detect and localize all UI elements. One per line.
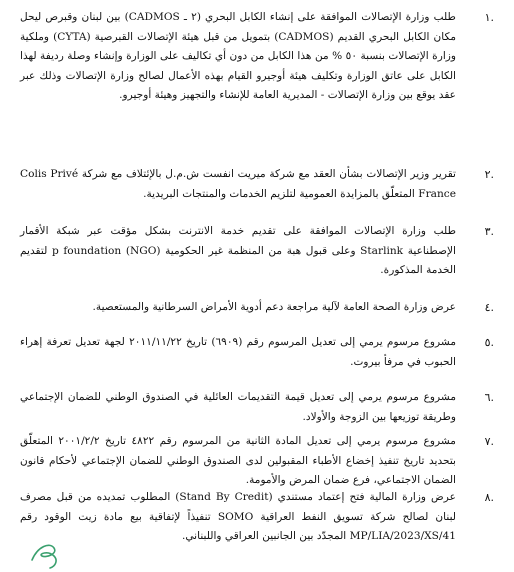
item-number: .٥ (484, 336, 494, 349)
signature-mark (28, 538, 68, 570)
agenda-item-5 (20, 333, 494, 372)
item-text: عرض وزارة الصحة العامة لآلية مراجعة دعم أدوية الأمراض السرطانية والمستعصية. (92, 301, 456, 313)
item-text: تقرير وزير الإتصالات بشأن العقد مع شركة ميريت انفست ش.م.ل بالإئتلاف مع شركة Colis Privé France المتعلّق بالمزايدة العمومية لتلزيم الخدمات والمنتجات البريدية. (20, 168, 456, 200)
item-number: .٨ (484, 491, 494, 504)
item-text: طلب وزارة الإتصالات الموافقة على تقديم خدمة الانترنت بشكل مؤقت عبر شبكة الأقمار الإصطناعية Starlink وعلى قبول هبة من المنظمة غير الحكومية (NGO) p foundation لتقديم الخدمة المذكورة. (20, 225, 456, 276)
item-number: .١ (484, 11, 494, 24)
item-number: .٣ (484, 225, 494, 238)
item-number: .٢ (484, 168, 494, 181)
agenda-item-4 (20, 298, 494, 318)
agenda-item-3 (20, 222, 494, 281)
item-text: مشروع مرسوم يرمي إلى تعديل قيمة التقديمات العائلية في الصندوق الوطني للضمان الإجتماعي وطريقة توزيعها بين الزوجة والأولاد. (20, 391, 456, 423)
item-text: مشروع مرسوم يرمي إلى تعديل المرسوم رقم (٦٩٠٩) تاريخ ٢٠١١/١١/٢٢ لجهة تعديل تعرفة إهراء الحبوب في مرفأ بيروت. (20, 336, 457, 368)
item-text: مشروع مرسوم يرمي إلى تعديل المادة الثانية من المرسوم رقم ٤٨٢٢ تاريخ ٢٠٠١/٢/٢ المتعلّق بتحديد تاريخ تنفيذ إخضاع الأطباء المقبولين لدى الصندوق الوطني للضمان الإجتماعي لأحكام قانون الضمان الاجتماعي، فرع ضمان المرض والأمومة. (20, 435, 456, 486)
agenda-item-2 (20, 165, 494, 204)
item-number: .٦ (484, 391, 494, 404)
agenda-item-7 (20, 432, 494, 491)
item-number: .٧ (484, 435, 494, 448)
item-text: طلب وزارة الإتصالات الموافقة على إنشاء الكابل البحري (٢ ـ CADMOS) بين لبنان وقبرص ليحل مكان الكابل البحري القديم (CADMOS) بتمويل من قبل هيئة الإتصالات القبرصية (CYTA) وملكية وزارة الإتصالات بنسبة ٥٠ % من هذا الكابل من دون أي تكاليف على الوزارة وإنشاء وصلة رديفة لهذا الكابل على عاتق الوزارة وتكليف هيئة أوجيرو القيام بهذه الأعمال لصالح وزارة الإتصالات وذلك عبر عقد يوقع بين وزارة الإتصالات - المديرية العامة للإنشاء والتجهيز وهيئة أوجيرو. (20, 11, 457, 101)
item-text: عرض وزارة المالية فتح إعتماد مستندي (Stand By Credit) المطلوب تمديده من قبل مصرف لبنان لصالح شركة تسويق النفط العراقية SOMO تنفيذاً لإتفاقية بيع مادة زيت الوقود رقم MP/LIA/2023/XS/41 المجدّد بين الجانبين العراقي واللبناني. (20, 491, 457, 542)
agenda-item-6 (20, 388, 494, 427)
agenda-item-1 (20, 8, 494, 106)
item-number: .٤ (484, 301, 494, 314)
agenda-item-8 (20, 488, 494, 547)
